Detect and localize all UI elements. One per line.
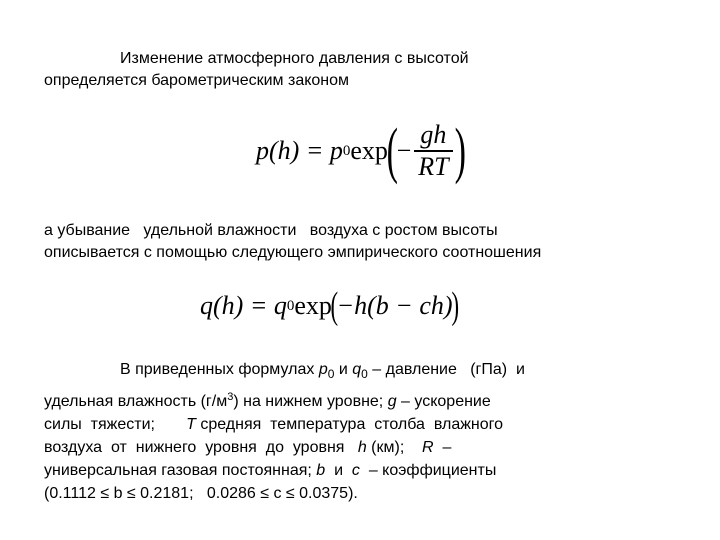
notes-line-4: [44, 436, 678, 459]
notes-l4-h: h: [357, 439, 367, 456]
formula1-exp: exp: [350, 136, 388, 165]
formula1-minus: −: [396, 136, 412, 165]
notes-l1-q-sub: 0: [361, 367, 368, 381]
notes-paragraph: [44, 358, 678, 505]
notes-l5-and: и: [325, 462, 352, 479]
formula1-close-paren: ): [454, 117, 466, 185]
notes-l1-p-sub: 0: [327, 367, 335, 381]
formula2-body: −h(b − ch): [336, 291, 453, 320]
notes-line-2: [44, 386, 678, 413]
notes-l1-q: q: [352, 361, 362, 378]
notes-l2-g: g: [387, 393, 397, 410]
formula1-denominator: RT: [418, 151, 449, 181]
formula1-sub0: 0: [342, 142, 351, 159]
notes-l3-text: силы тяжести;: [44, 416, 187, 433]
notes-l2-sup: 3: [227, 391, 234, 403]
notes-l2-rest: – ускорение: [396, 393, 491, 410]
formula2-exp: exp: [294, 291, 332, 320]
formula2-close-paren: ): [451, 285, 459, 327]
notes-l5-c: c: [351, 462, 360, 479]
middle-line-2: описывается с помощью следующего эмпирического соотношения: [44, 244, 542, 261]
notes-l5-text: универсальная газовая постоянная;: [44, 462, 317, 479]
notes-l5-rest: – коэффициенты: [359, 462, 497, 479]
formula2-sub0: 0: [286, 297, 295, 314]
intro-line-2: определяется барометрическим законом: [44, 72, 350, 89]
notes-l4-text: воздуха от нижнего уровня до уровня: [44, 439, 358, 456]
notes-l1-rest: – давление (гПа) и: [367, 361, 525, 378]
notes-l1-text: В приведенных формулах: [120, 361, 319, 378]
formula1-open-paren: (: [386, 117, 398, 185]
notes-l5-b: b: [316, 462, 326, 479]
middle-paragraph: [44, 220, 678, 264]
notes-l4-rest: –: [433, 439, 452, 456]
notes-line-5: [44, 459, 678, 482]
barometric-formula: [256, 116, 464, 186]
formula1-fraction: [414, 120, 452, 182]
formula1-numerator: gh: [420, 120, 447, 150]
notes-l3-rest: средняя температура столба влажного: [195, 416, 504, 433]
middle-line-1: а убывание удельной влажности воздуха с ростом высоты: [44, 222, 498, 239]
notes-l1-p: p: [318, 361, 328, 378]
intro-paragraph: [44, 48, 678, 92]
notes-l4-mid: (км);: [366, 439, 423, 456]
notes-l2-text: удельная влажность (г/м: [44, 393, 228, 410]
humidity-formula: [200, 282, 457, 330]
formula1-lhs: p(h) = p: [256, 136, 343, 165]
formula2-open-paren: (: [330, 285, 339, 327]
notes-line-3: [44, 413, 678, 436]
notes-line-1: [44, 358, 678, 386]
notes-l4-R: R: [422, 439, 434, 456]
notes-l1-and: и: [334, 361, 353, 378]
formula2-lhs: q(h) = q: [200, 291, 287, 320]
notes-l3-T: T: [186, 416, 196, 433]
notes-l2-mid: ) на нижнем уровне;: [233, 393, 388, 410]
intro-line-1: Изменение атмосферного давления с высотой: [120, 50, 469, 67]
notes-line-6: (0.1112 ≤ b ≤ 0.2181; 0.0286 ≤ c ≤ 0.0375).: [44, 485, 358, 502]
